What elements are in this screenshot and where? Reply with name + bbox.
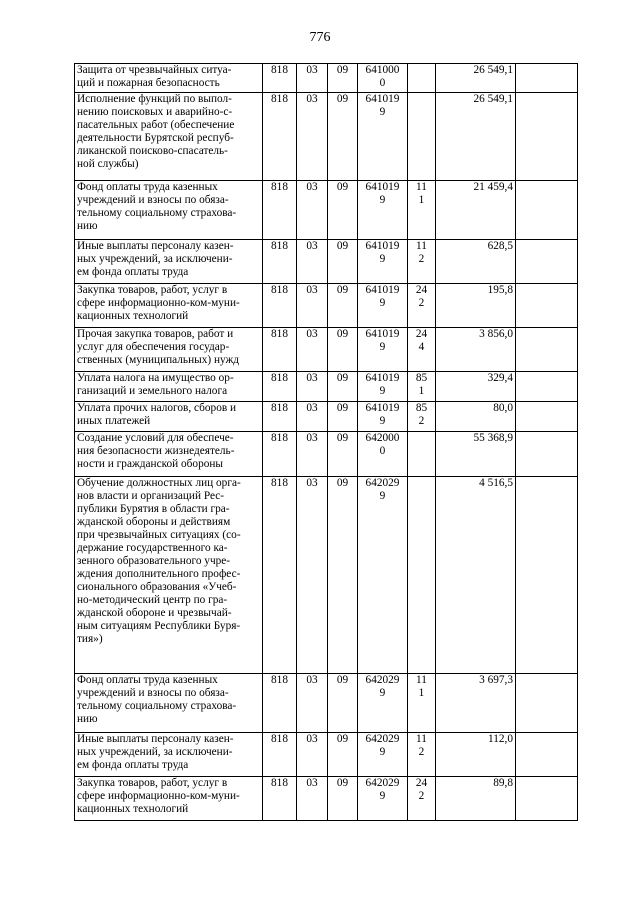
- row-code-expense-type: 11 2: [408, 733, 436, 777]
- table-row: [75, 674, 578, 733]
- row-name: Закупка товаров, работ, услуг в сфере информационно-ком-муни- кационных технологий: [75, 284, 263, 328]
- row-extra: [516, 733, 578, 777]
- row-extra: [516, 328, 578, 372]
- row-name: Фонд оплаты труда казенных учреждений и взносы по обяза- тельному социальному страхова- нию: [75, 181, 263, 240]
- row-code-section: 03: [297, 402, 328, 432]
- row-amount: 89,8: [436, 777, 516, 821]
- row-amount: 26 549,1: [436, 64, 516, 93]
- row-code-section: 03: [297, 93, 328, 181]
- row-extra: [516, 93, 578, 181]
- table-row: [75, 328, 578, 372]
- row-code-expense-type: [408, 93, 436, 181]
- row-amount: 3 697,3: [436, 674, 516, 733]
- row-code-expense-type: [408, 477, 436, 674]
- row-code-target: 642000 0: [358, 432, 408, 477]
- row-code-target: 641019 9: [358, 284, 408, 328]
- row-name: Прочая закупка товаров, работ и услуг для обеспечения государ- ственных (муниципальных) нужд: [75, 328, 263, 372]
- row-code-ministry: 818: [263, 402, 297, 432]
- row-code-section: 03: [297, 777, 328, 821]
- row-name: Закупка товаров, работ, услуг в сфере информационно-ком-муни- кационных технологий: [75, 777, 263, 821]
- row-code-expense-type: 11 1: [408, 674, 436, 733]
- row-code-ministry: 818: [263, 240, 297, 284]
- row-code-subsection: 09: [328, 181, 358, 240]
- row-code-section: 03: [297, 64, 328, 93]
- row-code-expense-type: 85 2: [408, 402, 436, 432]
- budget-table: [74, 63, 578, 821]
- row-code-target: 641019 9: [358, 372, 408, 402]
- row-code-target: 641019 9: [358, 402, 408, 432]
- row-code-ministry: 818: [263, 64, 297, 93]
- row-amount: 55 368,9: [436, 432, 516, 477]
- row-code-section: 03: [297, 284, 328, 328]
- row-code-section: 03: [297, 240, 328, 284]
- row-code-section: 03: [297, 372, 328, 402]
- row-code-subsection: 09: [328, 432, 358, 477]
- row-code-section: 03: [297, 328, 328, 372]
- row-name: Создание условий для обеспече- ния безопасности жизнедеятель- ности и гражданской обороны: [75, 432, 263, 477]
- table-row: [75, 777, 578, 821]
- page-number: 776: [309, 30, 331, 45]
- row-code-ministry: 818: [263, 477, 297, 674]
- row-code-ministry: 818: [263, 372, 297, 402]
- row-extra: [516, 372, 578, 402]
- row-code-ministry: 818: [263, 328, 297, 372]
- row-name: Уплата налога на имущество ор- ганизаций и земельного налога: [75, 372, 263, 402]
- row-code-target: 641019 9: [358, 328, 408, 372]
- row-code-target: 642029 9: [358, 674, 408, 733]
- row-code-section: 03: [297, 674, 328, 733]
- row-name: Иные выплаты персоналу казен- ных учреждений, за исключени- ем фонда оплаты труда: [75, 733, 263, 777]
- row-extra: [516, 674, 578, 733]
- row-amount: 3 856,0: [436, 328, 516, 372]
- row-amount: 195,8: [436, 284, 516, 328]
- row-code-target: 642029 9: [358, 733, 408, 777]
- row-code-subsection: 09: [328, 674, 358, 733]
- row-code-ministry: 818: [263, 733, 297, 777]
- table-row: [75, 477, 578, 674]
- row-amount: 21 459,4: [436, 181, 516, 240]
- table-row: [75, 93, 578, 181]
- row-code-expense-type: 11 1: [408, 181, 436, 240]
- row-code-subsection: 09: [328, 64, 358, 93]
- row-name: Фонд оплаты труда казенных учреждений и взносы по обяза- тельному социальному страхова- нию: [75, 674, 263, 733]
- row-code-subsection: 09: [328, 93, 358, 181]
- row-amount: 4 516,5: [436, 477, 516, 674]
- row-code-expense-type: 11 2: [408, 240, 436, 284]
- row-code-target: 641000 0: [358, 64, 408, 93]
- row-code-subsection: 09: [328, 372, 358, 402]
- row-code-expense-type: [408, 432, 436, 477]
- table-row: [75, 181, 578, 240]
- row-code-expense-type: 24 2: [408, 777, 436, 821]
- row-extra: [516, 432, 578, 477]
- row-code-target: 641019 9: [358, 240, 408, 284]
- row-code-section: 03: [297, 477, 328, 674]
- row-code-target: 641019 9: [358, 93, 408, 181]
- row-code-target: 642029 9: [358, 777, 408, 821]
- row-extra: [516, 402, 578, 432]
- table-row: [75, 284, 578, 328]
- row-extra: [516, 181, 578, 240]
- table-row: [75, 733, 578, 777]
- row-code-subsection: 09: [328, 328, 358, 372]
- row-code-subsection: 09: [328, 777, 358, 821]
- row-code-ministry: 818: [263, 432, 297, 477]
- row-extra: [516, 477, 578, 674]
- row-code-expense-type: [408, 64, 436, 93]
- table-row: [75, 402, 578, 432]
- row-code-target: 642029 9: [358, 477, 408, 674]
- row-amount: 80,0: [436, 402, 516, 432]
- row-code-ministry: 818: [263, 93, 297, 181]
- table-row: [75, 432, 578, 477]
- table-row: [75, 372, 578, 402]
- table-body: [75, 64, 578, 821]
- row-code-subsection: 09: [328, 284, 358, 328]
- row-code-target: 641019 9: [358, 181, 408, 240]
- row-extra: [516, 240, 578, 284]
- row-amount: 26 549,1: [436, 93, 516, 181]
- row-extra: [516, 284, 578, 328]
- row-name: Иные выплаты персоналу казен- ных учреждений, за исключени- ем фонда оплаты труда: [75, 240, 263, 284]
- row-name: Защита от чрезвычайных ситуа- ций и пожарная безопасность: [75, 64, 263, 93]
- row-amount: 329,4: [436, 372, 516, 402]
- row-code-expense-type: 24 2: [408, 284, 436, 328]
- row-code-subsection: 09: [328, 240, 358, 284]
- row-code-ministry: 818: [263, 181, 297, 240]
- row-extra: [516, 64, 578, 93]
- table-row: [75, 64, 578, 93]
- row-code-ministry: 818: [263, 674, 297, 733]
- row-name: Исполнение функций по выпол- нению поисковых и аварийно-с- пасательных работ (обеспечение деятельности Бурятской респуб- ликанской поисково-спасатель- ной службы): [75, 93, 263, 181]
- row-name: Обучение должностных лиц орга- нов власти и организаций Рес- публики Бурятия в области гра- жданской обороны и действиям при чрезвычайных ситуациях (со- держание государственного ка- зенного образовательного учре- ждения дополнительного профес- сионального образования «Учеб- но-методический центр по гра- жданской обороне и чрезвычай- ным ситуациям Республики Буря- тия»): [75, 477, 263, 674]
- row-code-expense-type: 85 1: [408, 372, 436, 402]
- row-extra: [516, 777, 578, 821]
- row-code-section: 03: [297, 181, 328, 240]
- row-code-section: 03: [297, 733, 328, 777]
- row-code-section: 03: [297, 432, 328, 477]
- table-row: [75, 240, 578, 284]
- row-code-subsection: 09: [328, 402, 358, 432]
- row-code-subsection: 09: [328, 477, 358, 674]
- row-amount: 628,5: [436, 240, 516, 284]
- row-name: Уплата прочих налогов, сборов и иных платежей: [75, 402, 263, 432]
- row-code-expense-type: 24 4: [408, 328, 436, 372]
- row-code-ministry: 818: [263, 284, 297, 328]
- row-amount: 112,0: [436, 733, 516, 777]
- row-code-ministry: 818: [263, 777, 297, 821]
- row-code-subsection: 09: [328, 733, 358, 777]
